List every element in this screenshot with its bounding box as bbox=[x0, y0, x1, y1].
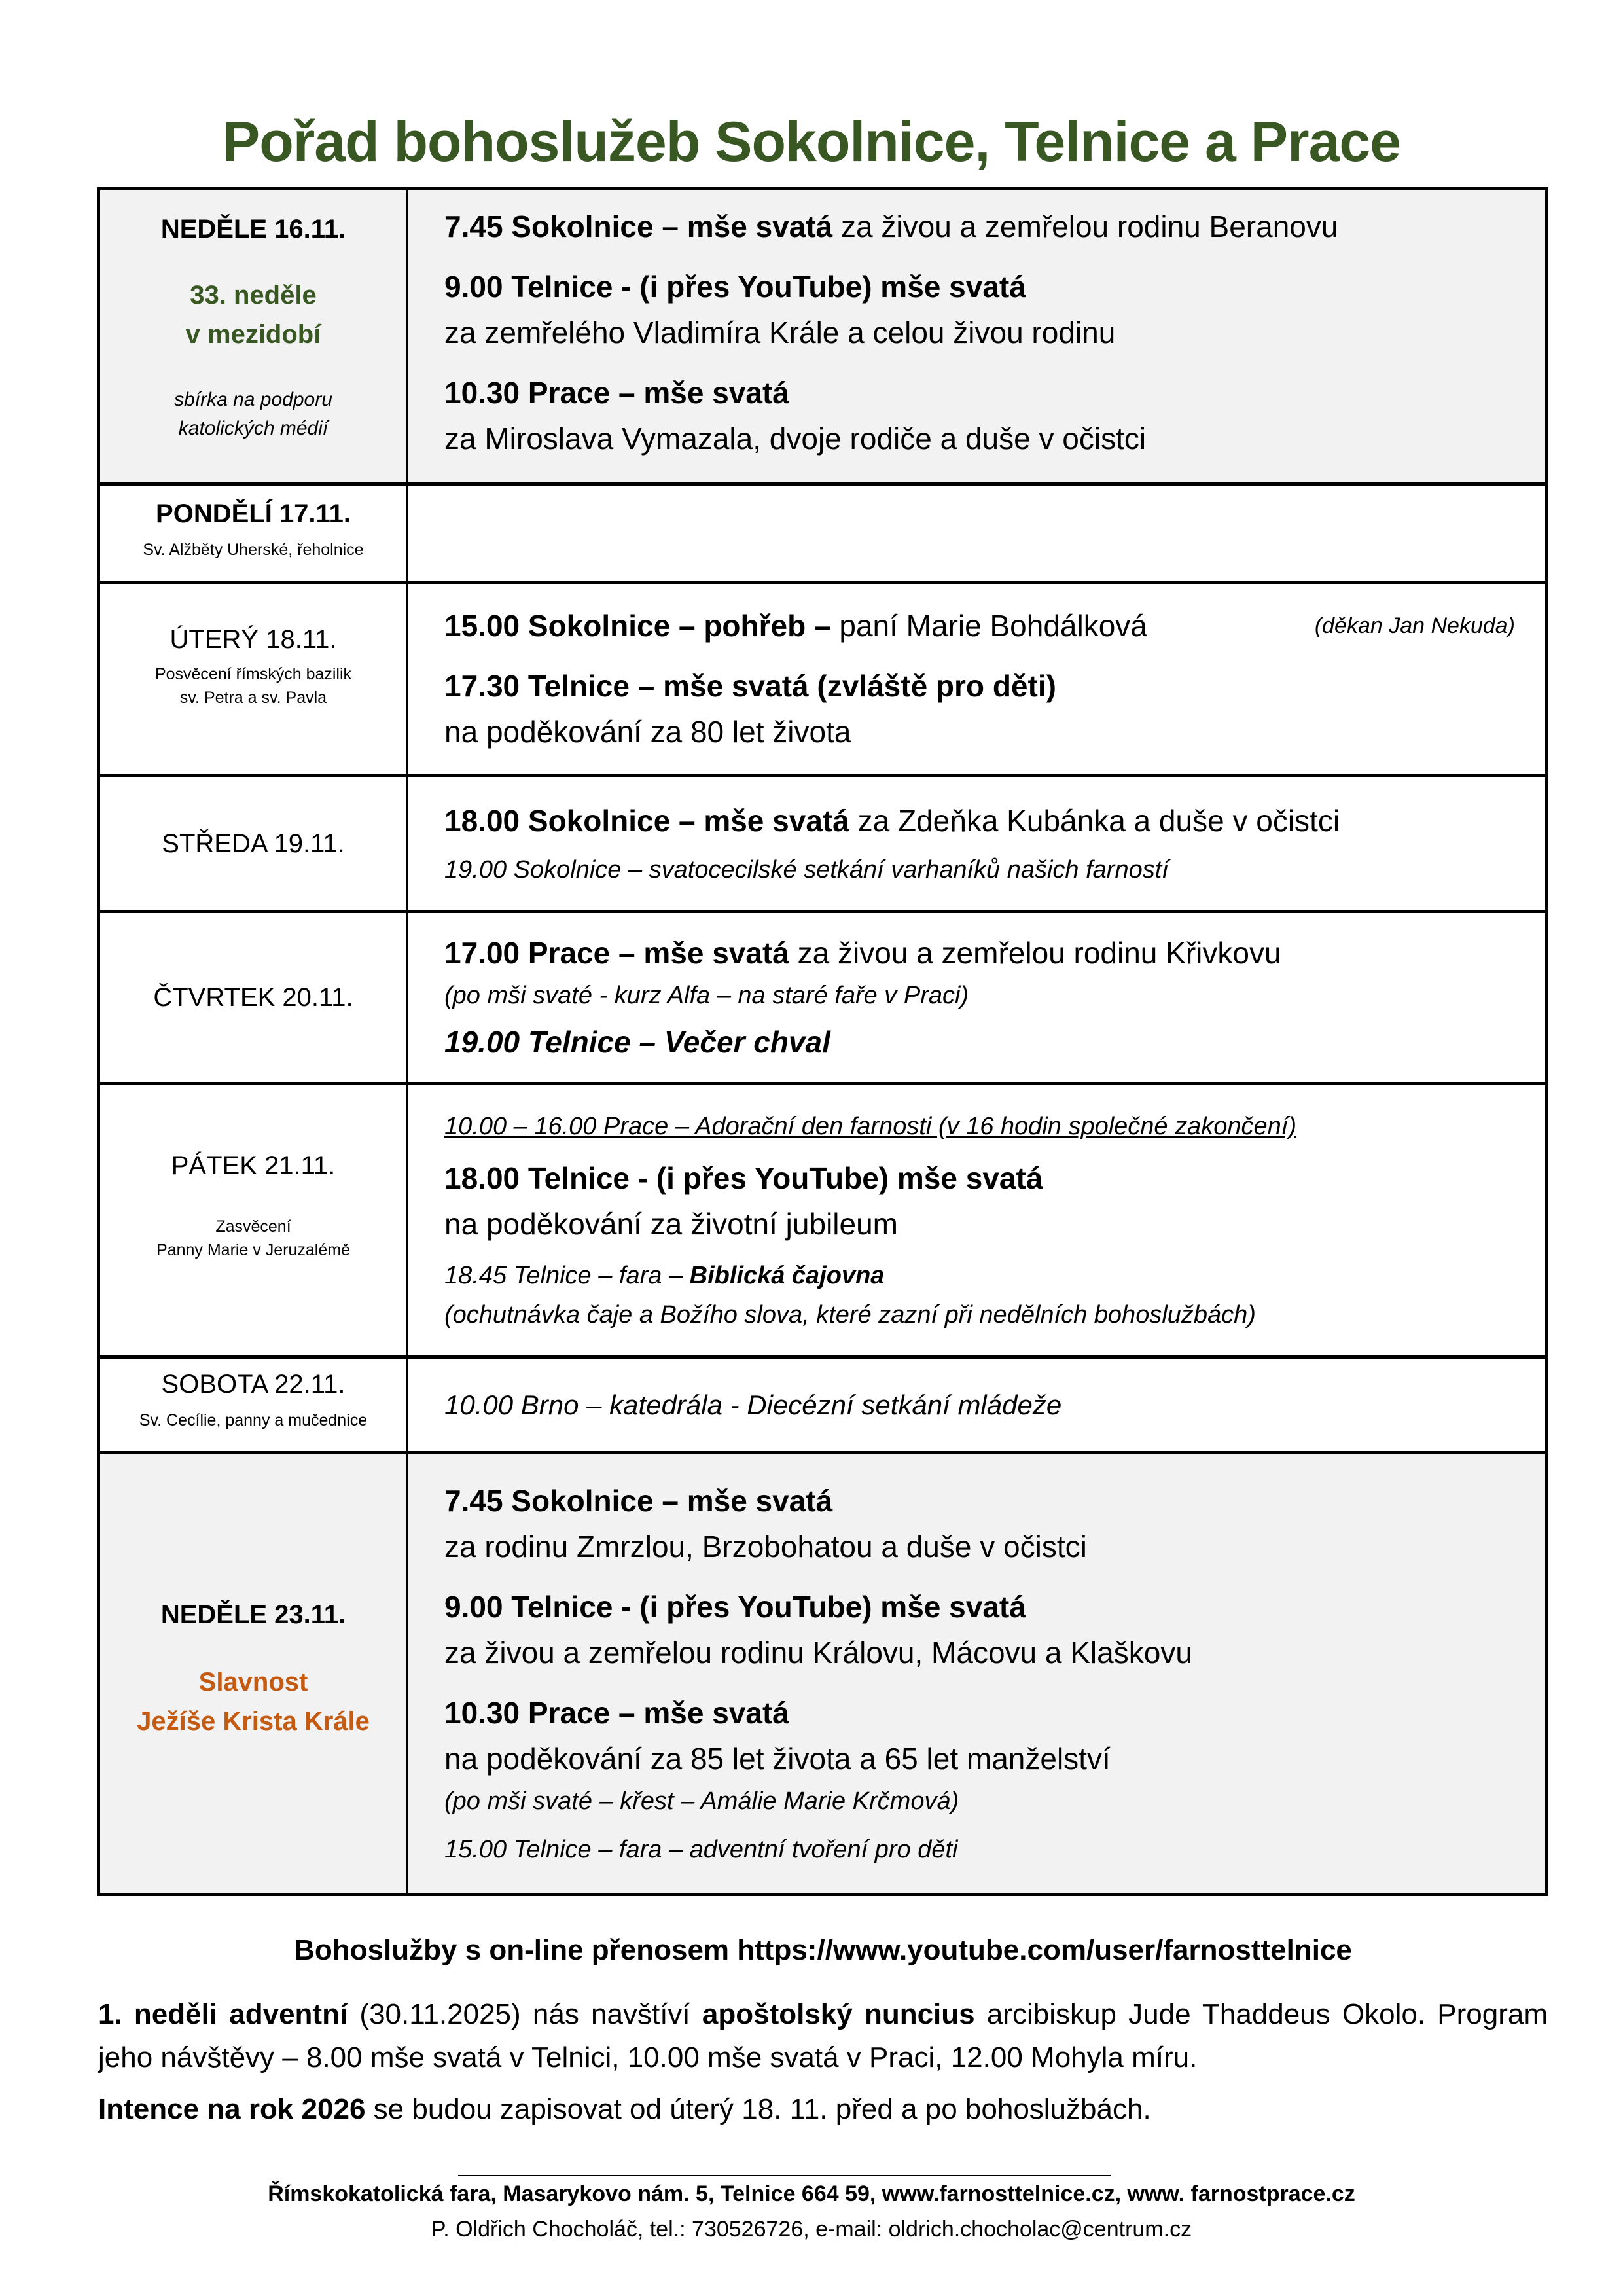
events-cell bbox=[408, 486, 1545, 581]
event-line: 15.00 Sokolnice – pohřeb – paní Marie Bohdálková (děkan Jan Nekuda) bbox=[444, 603, 1532, 649]
footer-contact: P. Oldřich Chocholáč, tel.: 730526726, e-mail: oldrich.chocholac@centrum.cz bbox=[431, 2217, 1192, 2242]
schedule-row-saturday bbox=[100, 1355, 1545, 1451]
day-label: SOBOTA 22.11. bbox=[161, 1370, 346, 1399]
liturgical-day: 33. neděle bbox=[190, 281, 317, 310]
day-note: Sv. Cecílie, panny a mučednice bbox=[139, 1411, 368, 1429]
schedule-row-tuesday bbox=[100, 581, 1545, 774]
day-cell bbox=[100, 584, 408, 774]
day-note: Panny Marie v Jeruzalémě bbox=[156, 1241, 350, 1260]
page-title: Pořad bohoslužeb Sokolnice, Telnice a Prace bbox=[222, 111, 1401, 173]
event-intention: na poděkování za 85 let života a 65 let manželství bbox=[444, 1742, 1111, 1776]
day-cell bbox=[100, 1359, 408, 1451]
day-label: PÁTEK 21.11. bbox=[171, 1151, 336, 1180]
event-line: 7.45 Sokolnice – mše svatá za živou a zemřelou rodinu Beranovu bbox=[444, 209, 1338, 243]
day-cell bbox=[100, 486, 408, 581]
event-line: 7.45 Sokolnice – mše svatá bbox=[444, 1484, 833, 1518]
day-cell bbox=[100, 1454, 408, 1893]
events-cell bbox=[408, 190, 1545, 482]
day-cell bbox=[100, 913, 408, 1082]
day-cell bbox=[100, 1085, 408, 1355]
schedule-row-friday bbox=[100, 1082, 1545, 1355]
schedule-row-thursday bbox=[100, 910, 1545, 1082]
day-label: NEDĚLE 16.11. bbox=[160, 215, 346, 243]
events-cell bbox=[408, 1454, 1545, 1893]
event-intention: za živou a zemřelou rodinu Královu, Mácovu a Klaškovu bbox=[444, 1636, 1192, 1670]
event-intention: za zemřelého Vladimíra Krále a celou živou rodinu bbox=[444, 315, 1116, 350]
day-note: katolických médií bbox=[178, 417, 329, 439]
events-cell bbox=[408, 1359, 1545, 1451]
events-cell bbox=[408, 777, 1545, 910]
event-intention: za rodinu Zmrzlou, Brzobohatou a duše v očistci bbox=[444, 1530, 1087, 1564]
event-intention: na poděkování za životní jubileum bbox=[444, 1206, 898, 1241]
event-line: 17.00 Prace – mše svatá za živou a zemřelou rodinu Křivkovu bbox=[444, 936, 1281, 970]
day-note: sbírka na podporu bbox=[174, 389, 332, 410]
event-line-adoration: 10.00 – 16.00 Prace – Adorační den farnosti (v 16 hodin společné zakončení) bbox=[444, 1112, 1297, 1140]
feast-name: Ježíše Krista Krále bbox=[137, 1707, 370, 1736]
schedule-row-wednesday bbox=[100, 774, 1545, 910]
day-cell bbox=[100, 777, 408, 910]
event-line: 17.30 Telnice – mše svatá (zvláště pro děti) bbox=[444, 669, 1056, 703]
day-note: sv. Petra a sv. Pavla bbox=[179, 689, 327, 708]
intentions-announcement: Intence na rok 2026 se budou zapisovat od úterý 18. 11. před a po bohoslužbách. bbox=[98, 2093, 1151, 2125]
events-cell bbox=[408, 584, 1545, 774]
day-note: Posvěcení římských bazilik bbox=[154, 665, 352, 683]
day-note: Zasvěcení bbox=[215, 1217, 291, 1236]
events-cell bbox=[408, 913, 1545, 1082]
event-line-italic: 10.00 Brno – katedrála - Diecézní setkání mládeže bbox=[444, 1389, 1062, 1420]
event-line: 18.00 Telnice - (i přes YouTube) mše svatá bbox=[444, 1160, 1043, 1195]
event-note: (ochutnávka čaje a Božího slova, které zazní při nedělních bohoslužbách) bbox=[444, 1300, 1256, 1329]
event-line: 18.00 Sokolnice – mše svatá za Zdeňka Kubánka a duše v očistci bbox=[444, 803, 1340, 838]
event-line: 9.00 Telnice - (i přes YouTube) mše svatá bbox=[444, 1590, 1026, 1624]
day-note: Sv. Alžběty Uherské, řeholnice bbox=[143, 541, 364, 559]
event-note: (po mši svaté – křest – Amálie Marie Krčmová) bbox=[444, 1787, 959, 1815]
event-note: (po mši svaté - kurz Alfa – na staré faře v Praci) bbox=[444, 982, 969, 1009]
day-label: ČTVRTEK 20.11. bbox=[153, 983, 353, 1012]
footer-address: Římskokatolická fara, Masarykovo nám. 5, Telnice 664 59, www.farnosttelnice.cz, www. farnostprace.cz bbox=[268, 2181, 1355, 2206]
footer-divider bbox=[458, 2175, 1111, 2176]
day-label: NEDĚLE 23.11. bbox=[160, 1600, 346, 1629]
event-line: 9.00 Telnice - (i přes YouTube) mše svatá bbox=[444, 270, 1026, 304]
event-line-italic: 19.00 Sokolnice – svatocecilské setkání varhaníků našich farností bbox=[444, 855, 1169, 884]
event-intention: na poděkování za 80 let života bbox=[444, 715, 851, 749]
day-label: ÚTERÝ 18.11. bbox=[169, 625, 337, 654]
feast-name: Slavnost bbox=[198, 1668, 308, 1696]
schedule-row-monday bbox=[100, 482, 1545, 581]
celebrant-note: (děkan Jan Nekuda) bbox=[1314, 613, 1515, 638]
event-line: 10.30 Prace – mše svatá bbox=[444, 376, 789, 410]
event-line: 10.30 Prace – mše svatá bbox=[444, 1696, 789, 1730]
schedule-table bbox=[97, 187, 1548, 1896]
events-cell bbox=[408, 1085, 1545, 1355]
liturgical-day: v mezidobí bbox=[185, 320, 321, 349]
advent-announcement: 1. neděli adventní (30.11.2025) nás navštíví apoštolský nuncius arcibiskup Jude Thaddeus Okolo. Program jeho návštěvy – 8.00 mše svatá v Telnici, 10.00 mše svatá v Praci, 12.00 Mohyla míru. bbox=[98, 1998, 1548, 2073]
day-label: STŘEDA 19.11. bbox=[162, 829, 345, 858]
event-intention: za Miroslava Vymazala, dvoje rodiče a duše v očistci bbox=[444, 422, 1147, 456]
event-line-italic: 15.00 Telnice – fara – adventní tvoření pro děti bbox=[444, 1836, 958, 1863]
schedule-row-sunday-23 bbox=[100, 1451, 1545, 1893]
event-line: 19.00 Telnice – Večer chval bbox=[444, 1025, 830, 1059]
day-cell bbox=[100, 190, 408, 482]
day-label: PONDĚLÍ 17.11. bbox=[156, 499, 351, 528]
schedule-row-sunday-16 bbox=[100, 190, 1545, 482]
online-broadcast-note: Bohoslužby s on-line přenosem https://www.youtube.com/user/farnosttelnice bbox=[294, 1934, 1352, 1966]
event-line-italic: 18.45 Telnice – fara – Biblická čajovna bbox=[444, 1261, 885, 1289]
